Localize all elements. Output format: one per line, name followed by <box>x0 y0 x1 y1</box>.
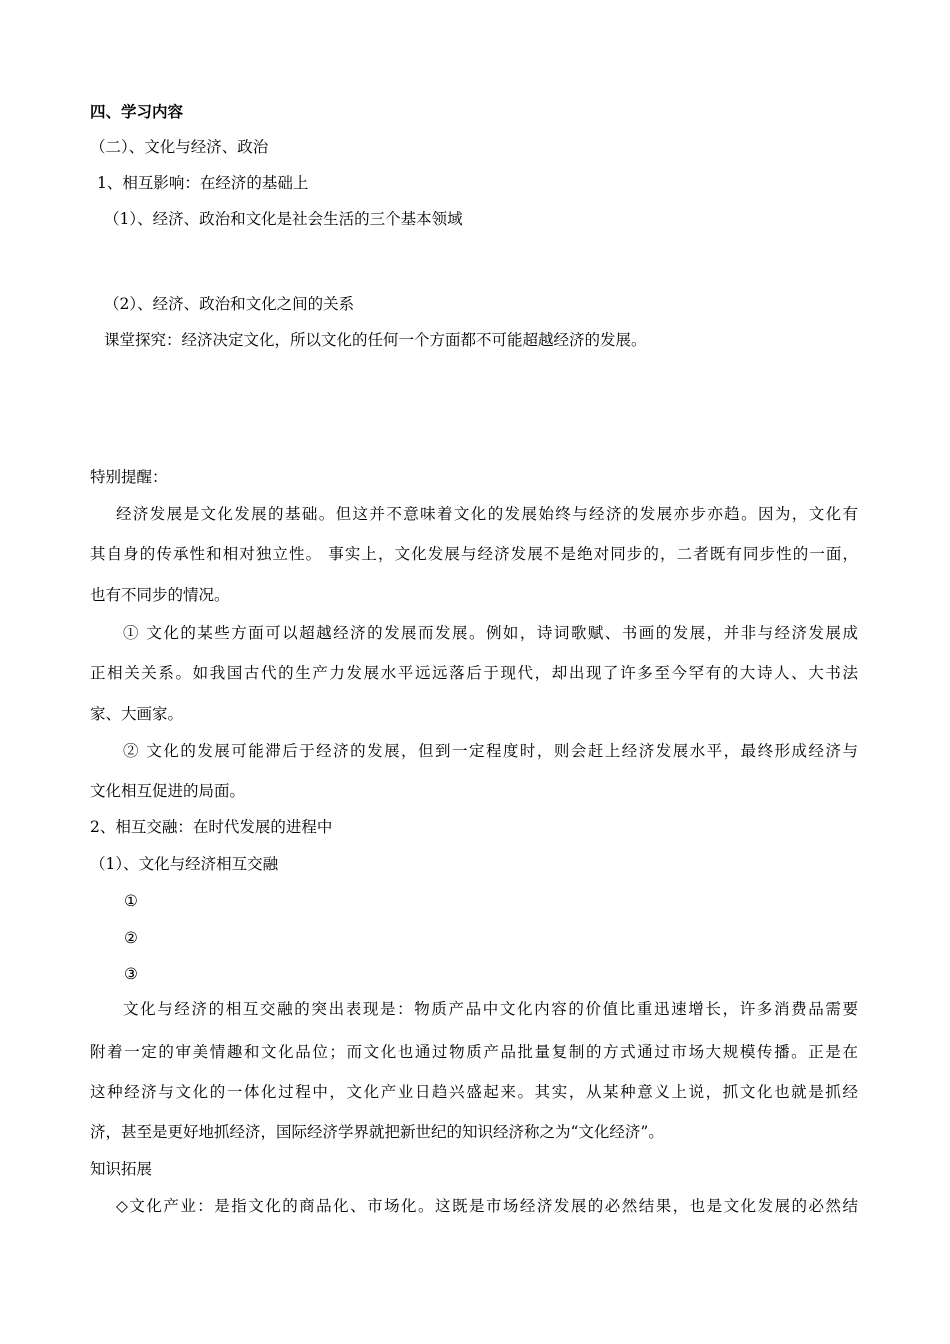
point1-item1: （1）、经济、政治和文化是社会生活的三个基本领域 <box>104 210 463 228</box>
blank-item-2: ② <box>124 929 138 947</box>
reminder-para2-line2: 正相关关系。如我国古代的生产力发展水平远远落后于现代，却出现了许多至今罕有的大诗人、大书法 <box>90 664 858 682</box>
class-inquiry: 课堂探究：经济决定文化，所以文化的任何一个方面都不可能超越经济的发展。 <box>104 331 647 349</box>
fusion-para-line4: 济，甚至是更好地抓经济，国际经济学界就把新世纪的知识经济称之为“文化经济”。 <box>90 1123 664 1141</box>
reminder-para1-line2: 其自身的传承性和相对独立性。 事实上，文化发展与经济发展不是绝对同步的，二者既有同步性的一面， <box>90 545 858 563</box>
fusion-para-line2: 附着一定的审美情趣和文化品位；而文化也通过物质产品批量复制的方式通过市场大规模传播。正是在 <box>90 1043 858 1061</box>
blank-item-3: ③ <box>124 965 138 983</box>
reminder-para3-line1: ② 文化的发展可能滞后于经济的发展，但到一定程度时，则会赶上经济发展水平，最终形成经济与 <box>123 742 858 760</box>
reminder-para2-line3: 家、大画家。 <box>90 705 184 723</box>
blank-item-1: ① <box>124 892 138 910</box>
knowledge-extension-line1: ◇文化产业：是指文化的商品化、市场化。这既是市场经济发展的必然结果，也是文化发展的必然结 <box>116 1197 858 1215</box>
section-title: 四、学习内容 <box>90 102 184 121</box>
fusion-para-line1: 文化与经济的相互交融的突出表现是：物质产品中文化内容的价值比重迅速增长，许多消费品需要 <box>123 1000 858 1018</box>
point2-item1: （1）、文化与经济相互交融 <box>90 855 279 873</box>
sub-heading: （二）、文化与经济、政治 <box>90 138 269 156</box>
point2-heading: 2、相互交融：在时代发展的进程中 <box>90 818 333 836</box>
reminder-para1-line3: 也有不同步的情况。 <box>90 586 230 604</box>
fusion-para-line3: 这种经济与文化的一体化过程中，文化产业日趋兴盛起来。其实，从某种意义上说，抓文化也就是抓经 <box>90 1083 858 1101</box>
knowledge-extension-label: 知识拓展 <box>90 1160 153 1178</box>
point1-item2: （2）、经济、政治和文化之间的关系 <box>104 295 355 313</box>
reminder-para2-line1: ① 文化的某些方面可以超越经济的发展而发展。例如，诗词歌赋、书画的发展，并非与经济发展成 <box>123 624 858 642</box>
reminder-para3-line2: 文化相互促进的局面。 <box>90 782 246 800</box>
point1-heading: 1、相互影响：在经济的基础上 <box>97 174 309 192</box>
reminder-label: 特别提醒： <box>90 468 168 486</box>
reminder-para1-line1: 经济发展是文化发展的基础。但这并不意味着文化的发展始终与经济的发展亦步亦趋。因为，文化有 <box>116 505 858 523</box>
